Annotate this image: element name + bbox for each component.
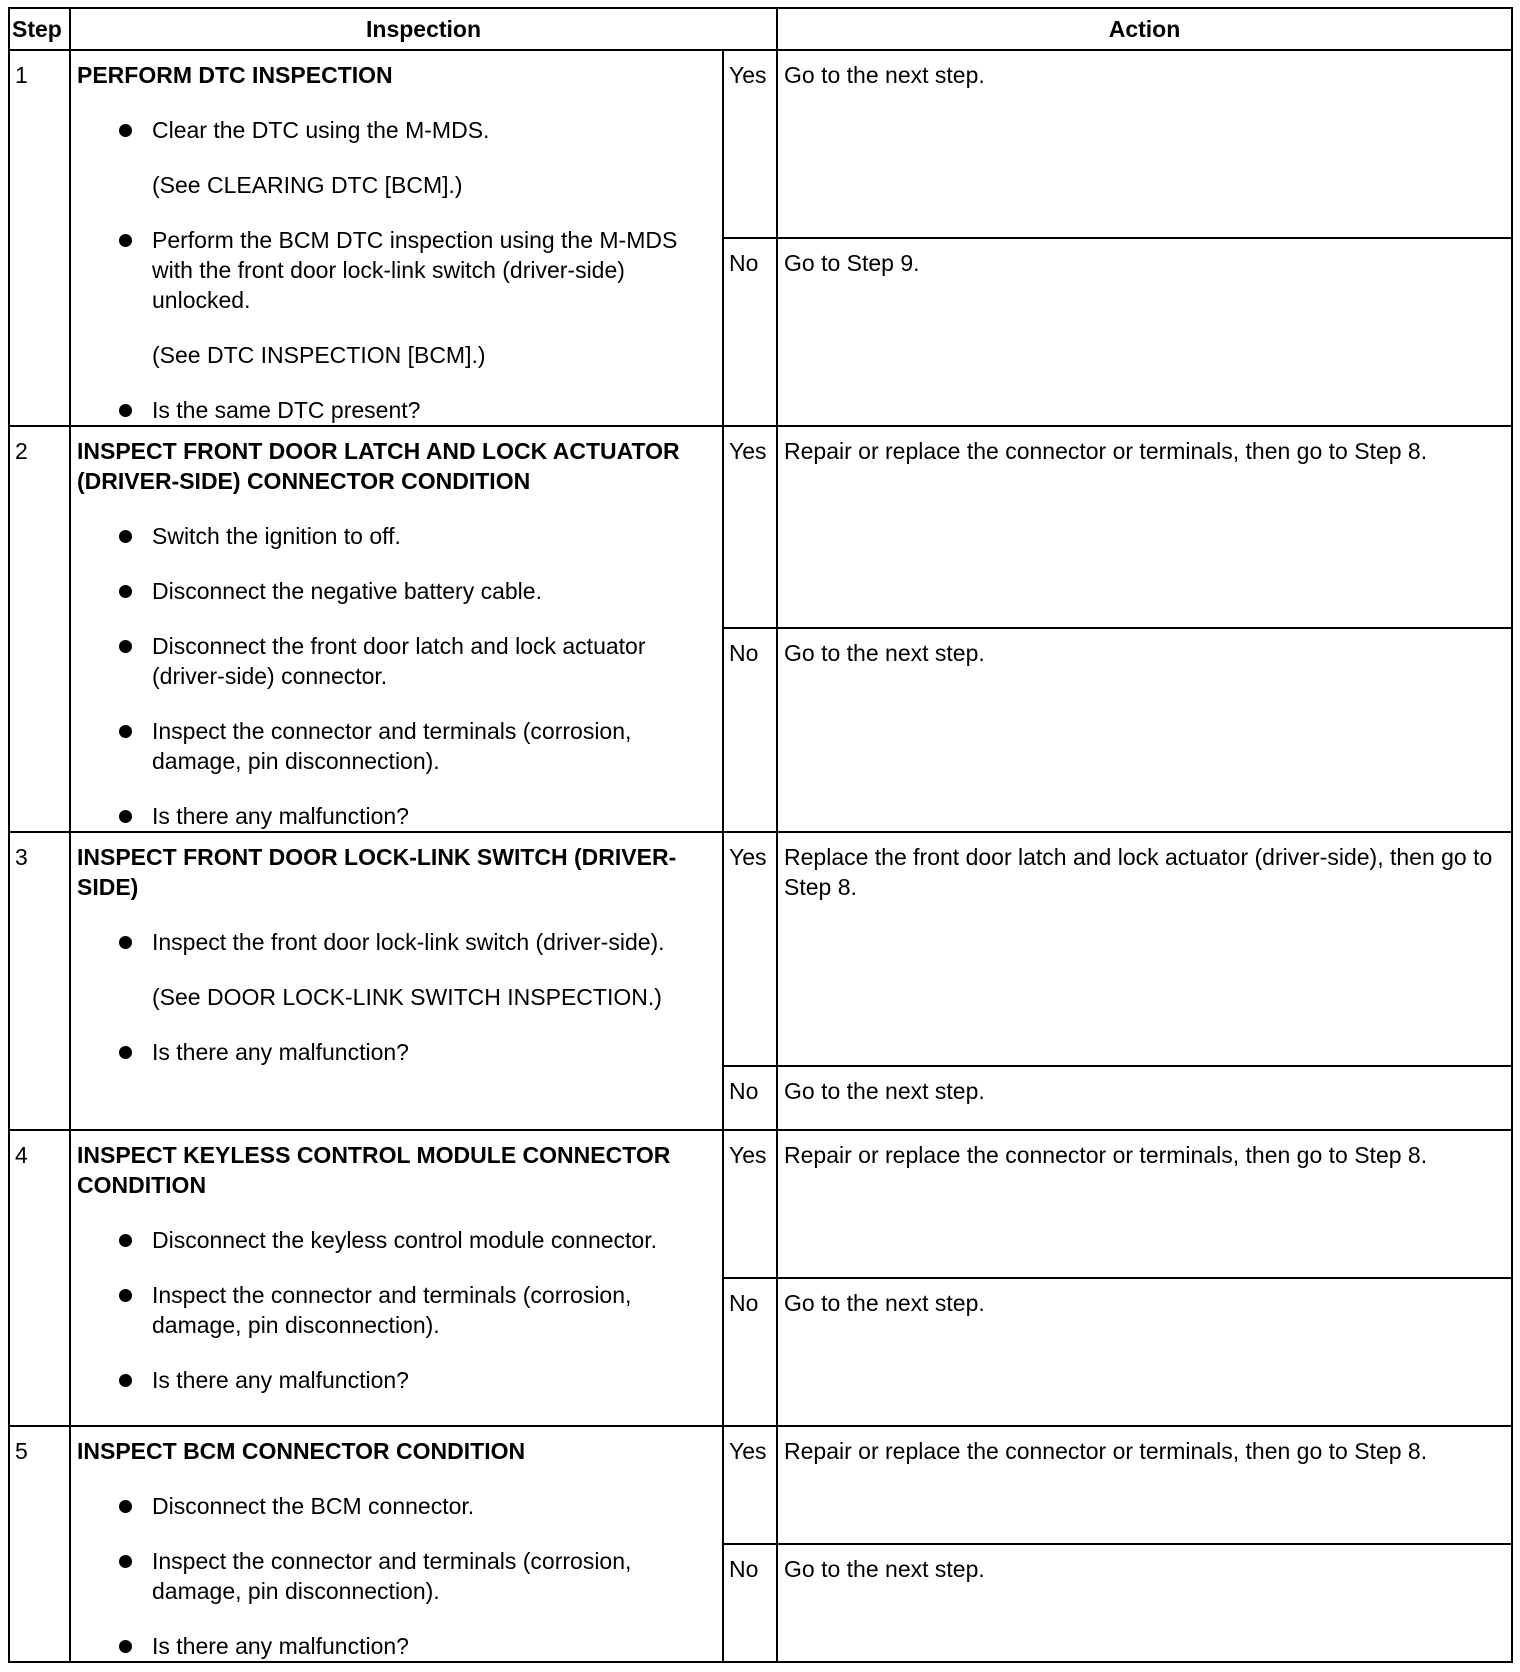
yes-label: Yes — [723, 832, 777, 1066]
no-action: Go to the next step. — [777, 628, 1512, 832]
header-action: Action — [777, 8, 1512, 50]
header-step: Step — [9, 8, 70, 50]
bullet-icon — [119, 1500, 132, 1513]
step-number: 2 — [9, 426, 70, 832]
step-4-inspection — [70, 1130, 723, 1426]
step-1-yes-row — [9, 50, 1512, 238]
step-number: 3 — [9, 832, 70, 1130]
no-action: Go to the next step. — [777, 1278, 1512, 1426]
reference-text: (See CLEARING DTC [BCM].) — [152, 172, 463, 198]
bullet-icon — [119, 585, 132, 598]
step-title: INSPECT KEYLESS CONTROL MODULE CONNECTOR CONDITION — [77, 1142, 671, 1198]
yes-label: Yes — [723, 1426, 777, 1544]
step-3-yes-row — [9, 832, 1512, 1066]
no-action: Go to Step 9. — [777, 238, 1512, 426]
inspection-item: Is the same DTC present? — [77, 395, 716, 425]
inspection-item: Inspect the connector and terminals (corrosion, damage, pin disconnection). — [77, 1546, 716, 1606]
inspection-item: Inspect the front door lock-link switch (driver-side). (See DOOR LOCK-LINK SWITCH INSPECTION.) — [77, 927, 716, 1012]
step-number: 4 — [9, 1130, 70, 1426]
yes-action: Repair or replace the connector or terminals, then go to Step 8. — [777, 1426, 1512, 1544]
no-label: No — [723, 1066, 777, 1130]
bullet-icon — [119, 530, 132, 543]
bullet-icon — [119, 404, 132, 417]
step-2-yes-row — [9, 426, 1512, 628]
bullet-icon — [119, 1640, 132, 1653]
bullet-icon — [119, 1046, 132, 1059]
step-5-yes-row — [9, 1426, 1512, 1544]
inspection-item: Is there any malfunction? — [77, 801, 716, 831]
yes-action: Go to the next step. — [777, 50, 1512, 238]
yes-label: Yes — [723, 50, 777, 238]
bullet-icon — [119, 725, 132, 738]
step-2-inspection — [70, 426, 723, 832]
inspection-item: Disconnect the BCM connector. — [77, 1491, 716, 1521]
inspection-item: Is there any malfunction? — [77, 1365, 716, 1395]
bullet-icon — [119, 1289, 132, 1302]
bullet-icon — [119, 234, 132, 247]
bullet-icon — [119, 1374, 132, 1387]
no-label: No — [723, 1278, 777, 1426]
header-inspection: Inspection — [70, 8, 777, 50]
inspection-item: Is there any malfunction? — [77, 1631, 716, 1661]
step-4-yes-row — [9, 1130, 1512, 1278]
bullet-icon — [119, 1555, 132, 1568]
reference-text: (See DTC INSPECTION [BCM].) — [152, 342, 486, 368]
step-title: INSPECT FRONT DOOR LOCK-LINK SWITCH (DRIVER-SIDE) — [77, 844, 677, 900]
no-action: Go to the next step. — [777, 1066, 1512, 1130]
no-action: Go to the next step. — [777, 1544, 1512, 1662]
inspection-item: Disconnect the keyless control module connector. — [77, 1225, 716, 1255]
inspection-item: Disconnect the negative battery cable. — [77, 576, 716, 606]
bullet-icon — [119, 810, 132, 823]
bullet-icon — [119, 936, 132, 949]
reference-text: (See DOOR LOCK-LINK SWITCH INSPECTION.) — [152, 984, 662, 1010]
step-number: 5 — [9, 1426, 70, 1662]
yes-action: Replace the front door latch and lock actuator (driver-side), then go to Step 8. — [777, 832, 1512, 1066]
yes-label: Yes — [723, 426, 777, 628]
no-label: No — [723, 628, 777, 832]
step-1-inspection — [70, 50, 723, 426]
inspection-item: Inspect the connector and terminals (corrosion, damage, pin disconnection). — [77, 716, 716, 776]
bullet-icon — [119, 640, 132, 653]
bullet-icon — [119, 1234, 132, 1247]
diagnostic-procedure-table — [8, 7, 1513, 1663]
yes-label: Yes — [723, 1130, 777, 1278]
inspection-item: Switch the ignition to off. — [77, 521, 716, 551]
step-title: INSPECT FRONT DOOR LATCH AND LOCK ACTUATOR (DRIVER-SIDE) CONNECTOR CONDITION — [77, 438, 680, 494]
inspection-item: Is there any malfunction? — [77, 1037, 716, 1067]
no-label: No — [723, 1544, 777, 1662]
step-title: INSPECT BCM CONNECTOR CONDITION — [77, 1438, 526, 1464]
bullet-icon — [119, 124, 132, 137]
step-title: PERFORM DTC INSPECTION — [77, 62, 393, 88]
yes-action: Repair or replace the connector or terminals, then go to Step 8. — [777, 1130, 1512, 1278]
inspection-item: Clear the DTC using the M-MDS. (See CLEARING DTC [BCM].) — [77, 115, 716, 200]
no-label: No — [723, 238, 777, 426]
header-row — [9, 8, 1512, 50]
step-5-inspection — [70, 1426, 723, 1662]
inspection-item: Disconnect the front door latch and lock actuator (driver-side) connector. — [77, 631, 716, 691]
step-3-inspection — [70, 832, 723, 1130]
inspection-item: Inspect the connector and terminals (corrosion, damage, pin disconnection). — [77, 1280, 716, 1340]
yes-action: Repair or replace the connector or terminals, then go to Step 8. — [777, 426, 1512, 628]
inspection-item: Perform the BCM DTC inspection using the M-MDS with the front door lock-link switch (driver-side) unlocked. (See DTC INSPECTION [BCM].) — [77, 225, 716, 370]
step-number: 1 — [9, 50, 70, 426]
